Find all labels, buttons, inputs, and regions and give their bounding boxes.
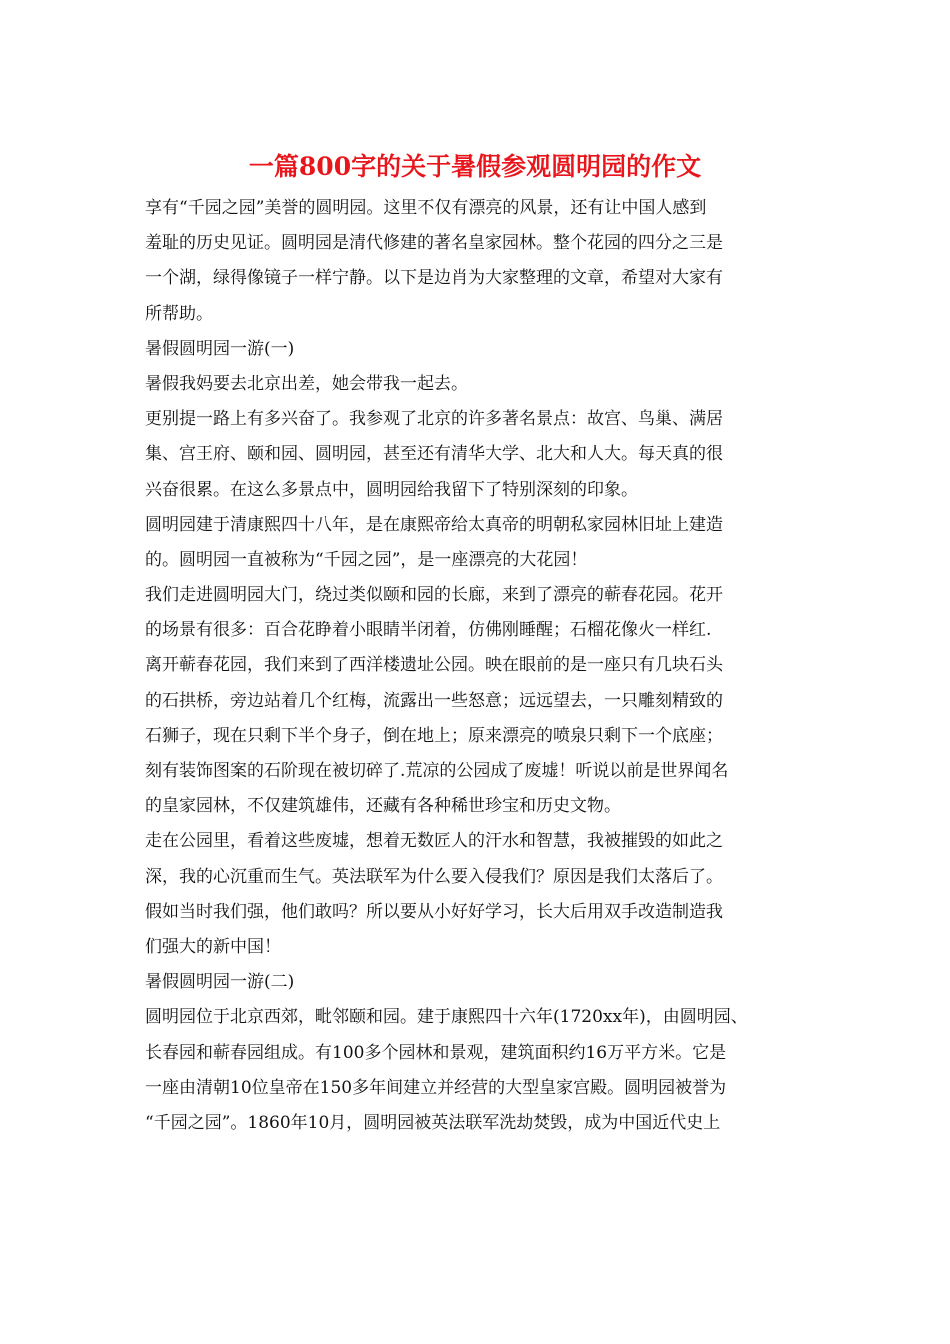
text-line: 暑假圆明园一游(二)	[145, 972, 295, 993]
text-line: 的石拱桥，旁边站着几个红梅，流露出一些怒意；远远望去，一只雕刻精致的	[145, 690, 723, 711]
text-line: 一座由清朝10位皇帝在150多年间建立并经营的大型皇家宫殿。圆明园被誉为	[145, 1077, 727, 1098]
text-line: 暑假圆明园一游(一)	[145, 338, 295, 359]
text-line: 羞耻的历史见证。圆明园是清代修建的著名皇家园林。整个花园的四分之三是	[145, 233, 723, 254]
text-line: 长春园和蕲春园组成。有100多个园林和景观，建筑面积约16万平方米。它是	[145, 1042, 727, 1063]
text-line: 的场景有很多：百合花睁着小眼睛半闭着，仿佛刚睡醒；石榴花像火一样红.	[145, 620, 712, 641]
document-title: 一篇800字的关于暑假参观圆明园的作文	[248, 152, 702, 181]
text-line: 一个湖，绿得像镜子一样宁静。以下是边肖为大家整理的文章，希望对大家有	[145, 268, 723, 289]
text-line: 圆明园位于北京西郊，毗邻颐和园。建于康熙四十六年(1720xx年)，由圆明园、	[145, 1007, 748, 1028]
document-body	[145, 191, 825, 1141]
text-line: 们强大的新中国！	[145, 936, 281, 957]
text-line: 刻有装饰图案的石阶现在被切碎了.荒凉的公园成了废墟！听说以前是世界闻名	[145, 761, 729, 781]
text-line: 所帮助。	[145, 303, 213, 324]
text-line: 更别提一路上有多兴奋了。我参观了北京的许多著名景点：故宫、鸟巢、满居	[145, 409, 723, 430]
text-line: 的。圆明园一直被称为“千园之园”，是一座漂亮的大花园！	[145, 549, 588, 570]
text-line: 离开蕲春花园，我们来到了西洋楼遗址公园。映在眼前的是一座只有几块石头	[145, 655, 723, 676]
text-line: “千园之园”。1860年10月，圆明园被英法联军洗劫焚毁，成为中国近代史上	[145, 1112, 721, 1133]
text-line: 兴奋很累。在这么多景点中，圆明园给我留下了特别深刻的印象。	[145, 479, 638, 500]
text-line: 走在公园里，看着这些废墟，想着无数匠人的汗水和智慧，我被摧毁的如此之	[145, 831, 723, 852]
text-line: 石狮子，现在只剩下半个身子，倒在地上；原来漂亮的喷泉只剩下一个底座；	[145, 725, 723, 746]
text-line: 我们走进圆明园大门，绕过类似颐和园的长廊，来到了漂亮的蕲春花园。花开	[145, 585, 723, 606]
text-line: 集、宫王府、颐和园、圆明园，甚至还有清华大学、北大和人大。每天真的很	[145, 444, 723, 465]
text-line: 的皇家园林，不仅建筑雄伟，还藏有各种稀世珍宝和历史文物。	[145, 796, 621, 817]
text-line: 暑假我妈要去北京出差，她会带我一起去。	[145, 373, 468, 394]
text-line: 假如当时我们强，他们敢吗？所以要从小好好学习，长大后用双手改造制造我	[145, 901, 723, 922]
text-line: 享有“千园之园”美誉的圆明园。这里不仅有漂亮的风景，还有让中国人感到	[145, 198, 707, 218]
text-line: 圆明园建于清康熙四十八年，是在康熙帝给太真帝的明朝私家园林旧址上建造	[145, 514, 723, 535]
text-line: 深，我的心沉重而生气。英法联军为什么要入侵我们？原因是我们太落后了。	[145, 866, 723, 887]
